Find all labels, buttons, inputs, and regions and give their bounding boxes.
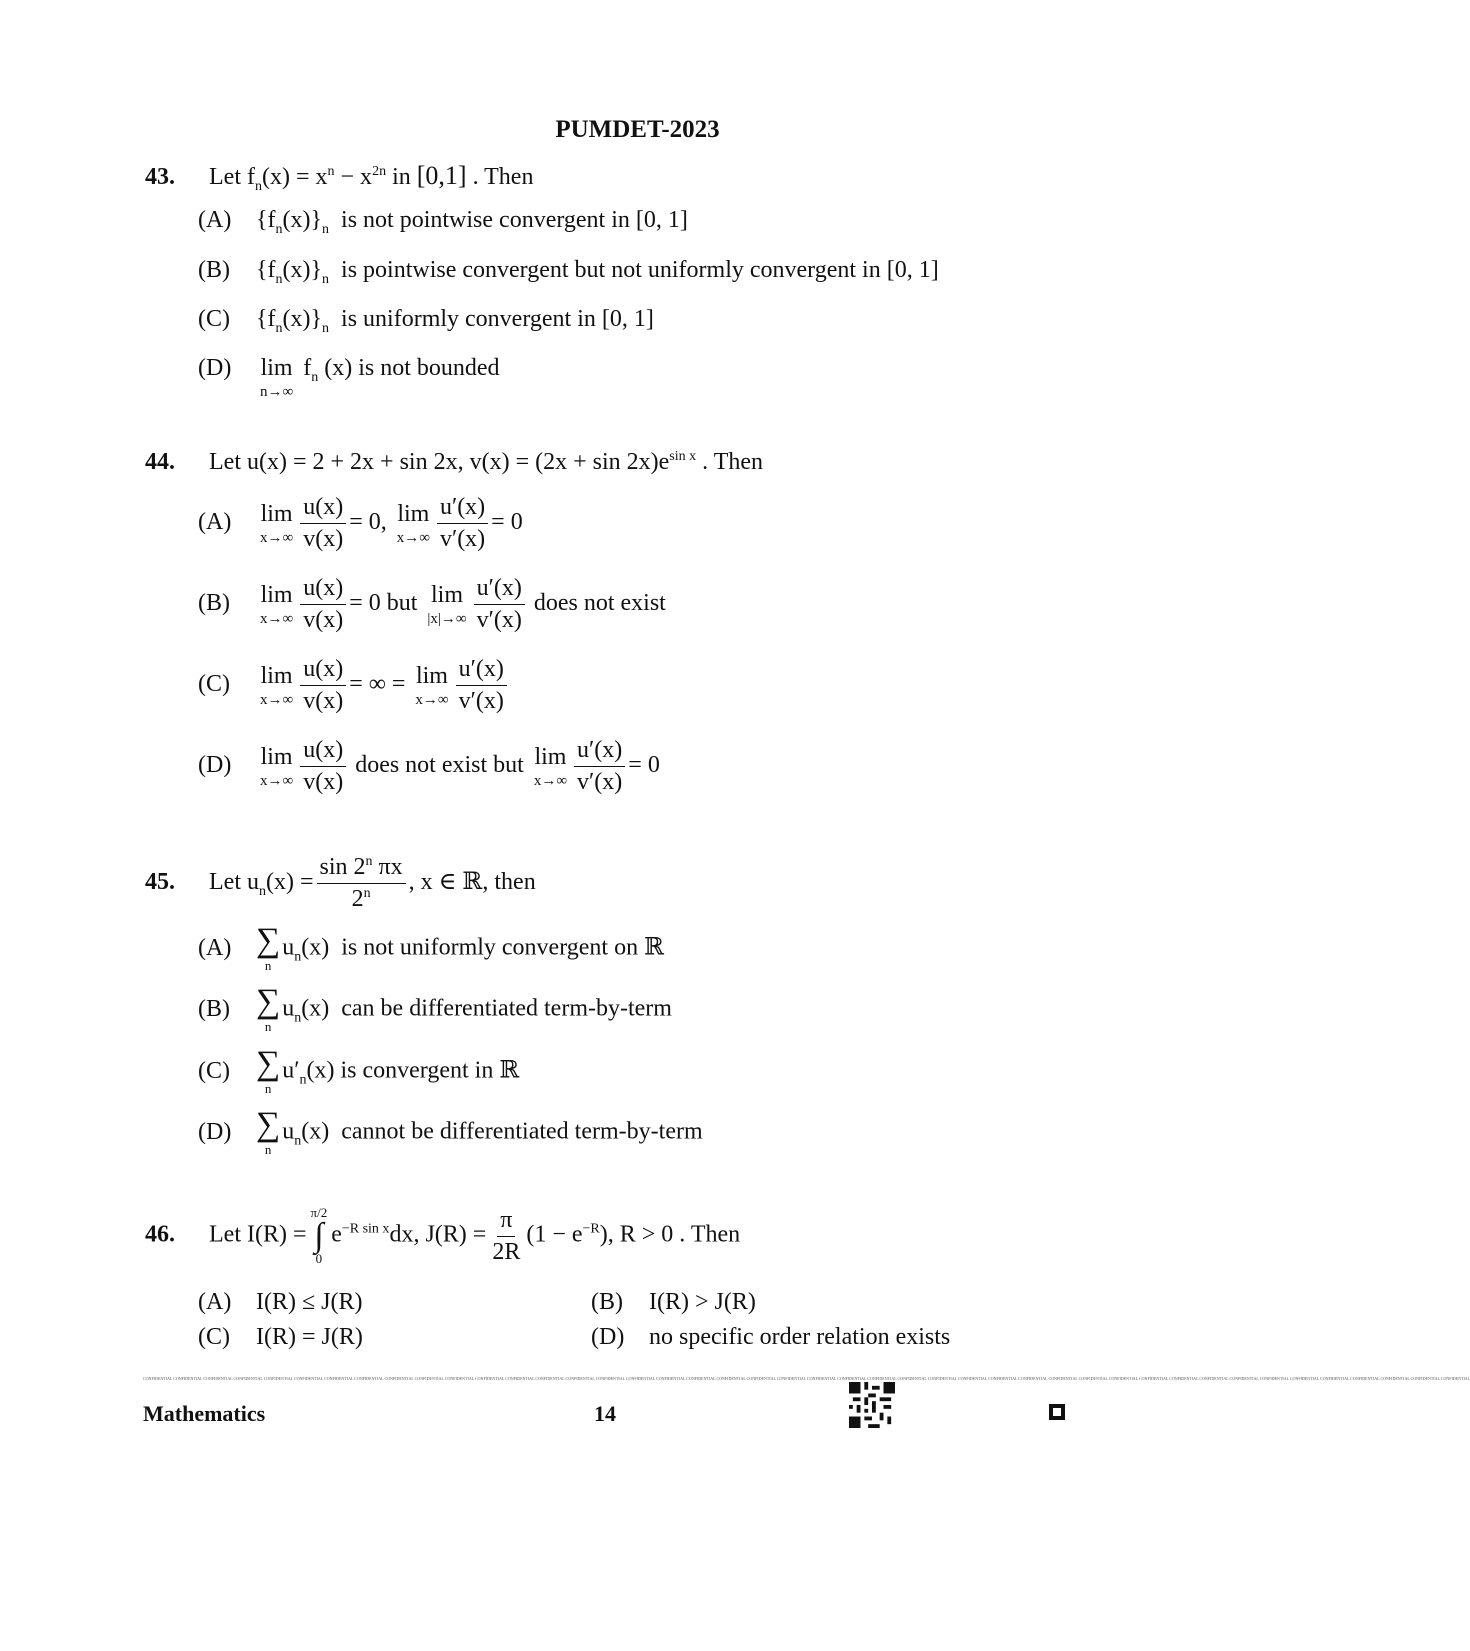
corner-square-icon <box>1049 1404 1065 1420</box>
option-46-b <box>591 1289 756 1316</box>
option-label: (B) <box>198 995 230 1022</box>
option-middle: does not exist but <box>355 752 524 779</box>
option-text: is uniformly convergent in [0, 1] <box>341 306 654 332</box>
question-then: . Then <box>702 449 764 475</box>
option-text: is not uniformly convergent on ℝ <box>341 934 665 961</box>
question-number: 46. <box>145 1221 175 1248</box>
option-label: (B) <box>198 590 230 617</box>
option-44-b: (B) lim x→∞ $\frac{u(x)}{v(x)}$ = 0 but lim |x|→∞ $\frac{u'(x)}{v'(x)}$ does not exist <box>198 575 666 633</box>
option-label: (A) <box>198 207 232 233</box>
option-text: is convergent in ℝ <box>340 1057 520 1084</box>
option-text: (x) is not bounded <box>324 355 500 381</box>
question-stem-in: in <box>392 164 411 190</box>
option-45-c: (C) ∑ n $u'_n(x)$ is convergent in ℝ <box>198 1045 520 1096</box>
question-45: 45. Let $u_n(x)$ = $\frac{\sin 2^n \pi x}{2^n}$ , x ∈ ℝ, then <box>145 854 536 912</box>
option-44-a: (A) lim x→∞ $\frac{u(x)}{v(x)}$ = 0, lim x→∞ $\frac{u'(x)}{v'(x)}$ = 0 <box>198 494 523 552</box>
option-text: is not pointwise convergent in [0, 1] <box>341 207 688 233</box>
option-text: no specific order relation exists <box>649 1324 951 1350</box>
option-label: (C) <box>198 1057 230 1084</box>
option-text: cannot be differentiated term-by-term <box>341 1118 703 1145</box>
question-intro: Let <box>209 1221 241 1248</box>
option-label: (C) <box>198 306 230 332</box>
option-text: I(R) > J(R) <box>649 1289 756 1315</box>
option-44-c: (C) lim x→∞ $\frac{u(x)}{v(x)}$ = ∞ = lim x→∞ $\frac{u'(x)}{v'(x)}$ <box>198 656 510 715</box>
page-number: 14 <box>594 1401 616 1426</box>
question-then: . Then <box>679 1221 741 1248</box>
option-text: is pointwise convergent but not uniformly convergent in [0, 1] <box>341 257 939 283</box>
option-label: (D) <box>591 1324 625 1350</box>
question-tail: , x ∈ ℝ, then <box>408 869 536 896</box>
option-label: (D) <box>198 355 232 381</box>
option-text: I(R) ≤ J(R) <box>256 1289 363 1315</box>
option-label: (D) <box>198 752 232 779</box>
option-43-a: (A) $\{f_n(x)\}_n$ is not pointwise convergent in [0, 1] <box>198 207 688 237</box>
option-text: can be differentiated term-by-term <box>341 995 672 1022</box>
option-but: but <box>386 590 418 617</box>
option-45-a: (A) ∑ n $u_n(x)$ is not uniformly convergent on ℝ <box>198 922 665 973</box>
page-title: PUMDET-2023 <box>555 116 720 143</box>
option-43-b: (B) $\{f_n(x)\}_n$ is pointwise convergent but not uniformly convergent in [0, 1] <box>198 257 939 287</box>
question-interval: [0,1] <box>416 161 467 190</box>
question-intro: Let <box>209 449 241 475</box>
question-number: 44. <box>145 449 175 475</box>
question-44: 44. Let u(x) = 2 + 2x + sin 2x, $v(x) = (2x + \sin 2x)e^{sin x}$ . Then <box>145 449 764 475</box>
qr-code-icon <box>849 1382 895 1428</box>
option-46-c <box>198 1324 363 1351</box>
question-intro: Let <box>209 164 241 190</box>
option-text: I(R) = J(R) <box>256 1324 363 1350</box>
confidential-strip: CONFIDENTIAL CONFIDENTIAL CONFIDENTIAL CONFIDENTIAL CONFIDENTIAL CONFIDENTIAL CONFIDENTIAL CONFIDENTIAL CONFIDENTIAL CONFIDENTIAL CONFIDENTIAL CONFIDENTIAL CONFIDENTIAL CONFIDENTIAL CONFIDENTIAL CONFIDENTIAL CONFIDENTIAL CONFIDENTIAL CONFIDENTIAL CONFIDENTIAL CONFIDENTIAL CONFIDENTIAL CONFIDENTIAL CONFIDENTIAL CONFIDENTIAL CONFIDENTIAL CONFIDENTIAL CONFIDENTIAL CONFIDENTIAL CONFIDENTIAL CONFIDENTIAL CONFIDENTIAL CONFIDENTIAL CONFIDENTIAL CONFIDENTIAL CONFIDENTIAL CONFIDENTIAL CONFIDENTIAL CONFIDENTIAL CONFIDENTIAL CONFIDENTIAL CONFIDENTIAL CONFIDENTIAL CONFIDENTIAL <box>143 1376 1470 1381</box>
option-label: (B) <box>591 1289 623 1315</box>
option-46-a <box>198 1289 363 1316</box>
option-label: (C) <box>198 671 230 698</box>
option-label: (A) <box>198 509 232 536</box>
option-label: (D) <box>198 1118 232 1145</box>
option-tail: does not exist <box>533 590 666 617</box>
option-45-d: (D) ∑ n $u_n(x)$ cannot be differentiated term-by-term <box>198 1106 703 1157</box>
question-intro: Let <box>209 869 241 896</box>
option-43-c: (C) $\{f_n(x)\}_n$ is uniformly convergent in [0, 1] <box>198 306 654 336</box>
question-43: 43. Let $f_n(x) = x^n - x^{2n}$ in [0,1] . Then <box>145 161 534 194</box>
question-then: . Then <box>472 164 534 190</box>
option-label: (A) <box>198 1289 232 1315</box>
option-label: (B) <box>198 257 230 283</box>
option-46-d <box>591 1324 950 1351</box>
option-label: (C) <box>198 1324 230 1350</box>
option-43-d: (D) lim n→∞ $f_n$ (x) is not bounded <box>198 355 500 400</box>
option-label: (A) <box>198 934 232 961</box>
footer-subject: Mathematics <box>143 1401 266 1426</box>
option-44-d: (D) lim x→∞ $\frac{u(x)}{v(x)}$ does not exist but lim x→∞ $\frac{u'(x)}{v'(x)}$ = 0 <box>198 737 660 795</box>
question-number: 45. <box>145 869 175 896</box>
question-number: 43. <box>145 164 175 190</box>
question-46: 46. Let I(R) = π/2 ∫ 0 $e^{-R sin x}dx$, J(R) = $\frac{\pi}{2R}$ $(1 - e^{-R})$, R > 0 . Then <box>145 1205 741 1266</box>
option-45-b: (B) ∑ n $u_n(x)$ can be differentiated term-by-term <box>198 983 672 1034</box>
